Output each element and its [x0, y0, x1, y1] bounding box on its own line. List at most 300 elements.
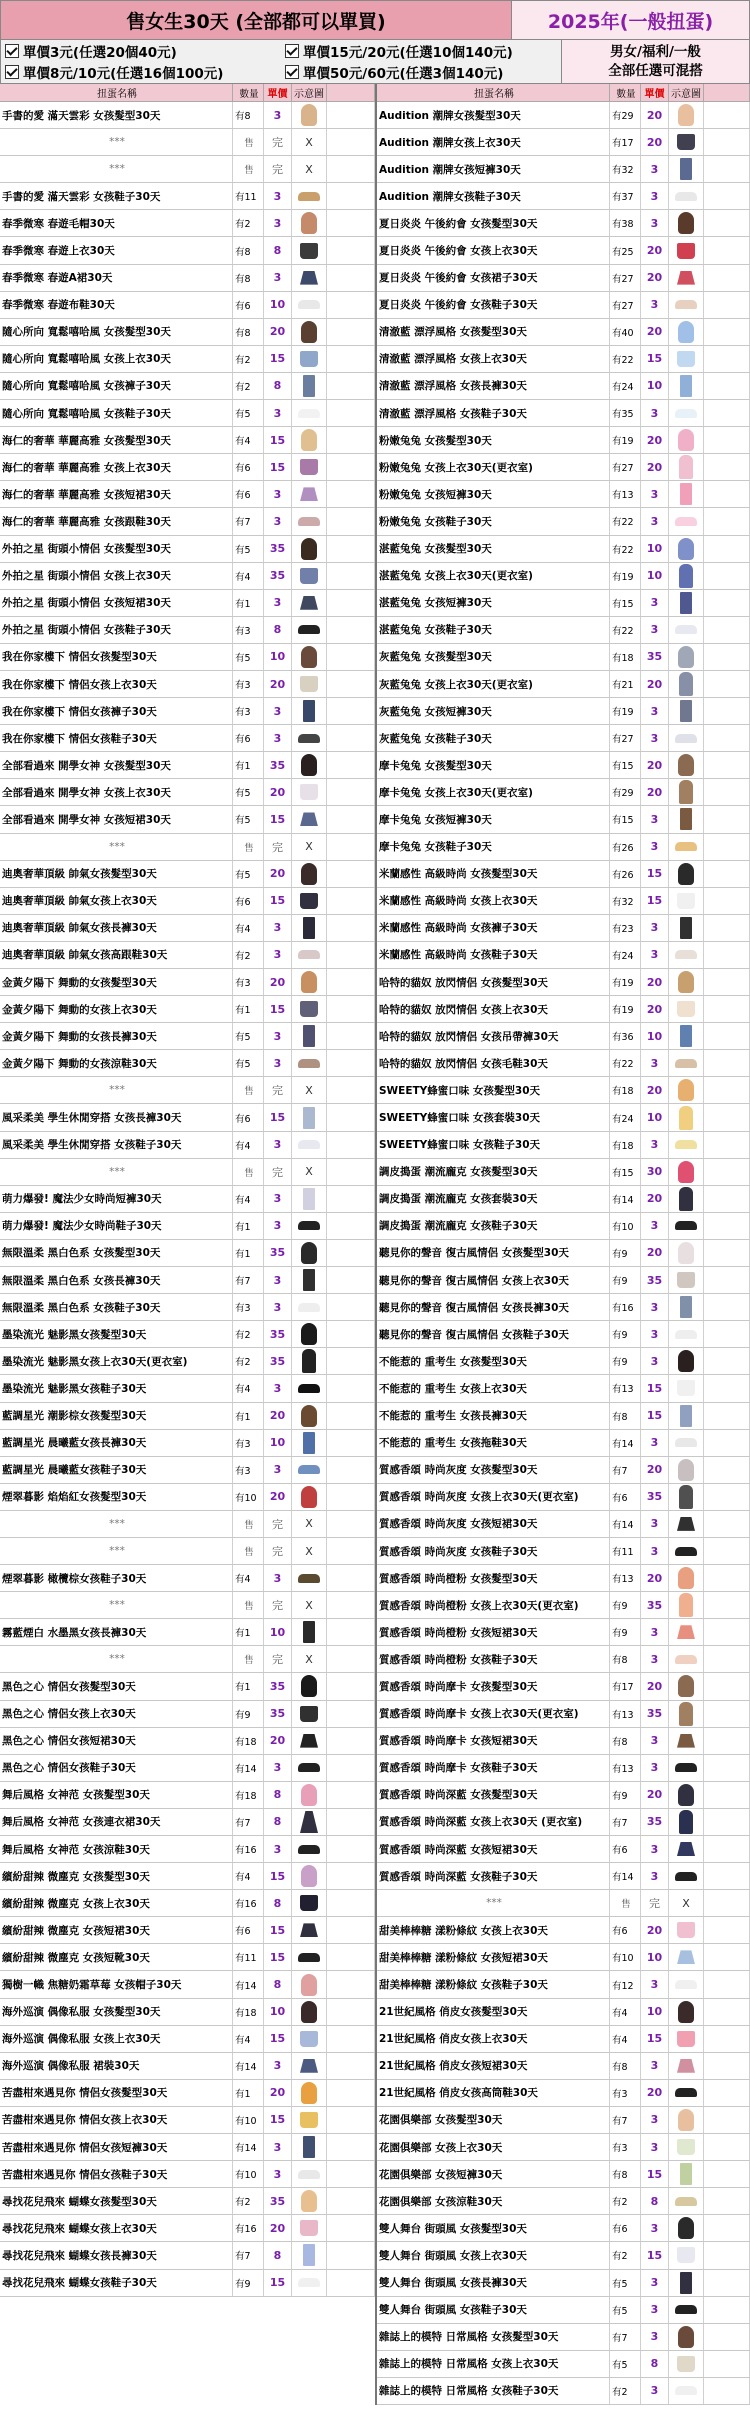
checkbox-icon[interactable]	[5, 44, 19, 58]
table-row[interactable]	[377, 1538, 750, 1565]
table-row[interactable]	[377, 183, 750, 210]
item-price: 15	[264, 888, 292, 914]
item-price: 10	[641, 563, 669, 589]
item-thumbnail	[292, 1430, 327, 1456]
table-row[interactable]	[0, 1944, 375, 1971]
item-name: 無限溫柔 黑白色系 女孩鞋子30天	[0, 1294, 233, 1320]
table-row[interactable]	[377, 129, 750, 156]
table-row[interactable]	[0, 2080, 375, 2107]
table-row[interactable]	[0, 1999, 375, 2026]
row-spacer	[327, 156, 375, 182]
item-name: 霧藍煙白 水墨黑女孩長褲30天	[0, 1619, 233, 1645]
table-row[interactable]	[377, 806, 750, 833]
full-icon	[679, 1187, 693, 1211]
row-spacer	[327, 1457, 375, 1483]
table-row[interactable]	[0, 1484, 375, 1511]
item-thumbnail	[669, 210, 704, 236]
table-row[interactable]	[377, 1457, 750, 1484]
shoes-icon	[298, 950, 320, 959]
item-count: 有4	[233, 1132, 264, 1158]
item-name: 舞后風格 女神范 女孩涼鞋30天	[0, 1836, 233, 1862]
item-price: 35	[264, 563, 292, 589]
top-icon	[677, 1922, 695, 1938]
table-row[interactable]	[0, 400, 375, 427]
item-thumbnail	[669, 834, 704, 860]
hair-icon	[678, 1567, 694, 1589]
table-row[interactable]	[0, 1538, 375, 1565]
table-row[interactable]	[0, 1701, 375, 1728]
table-row[interactable]	[0, 1673, 375, 1700]
row-spacer	[704, 1104, 750, 1130]
table-row[interactable]	[0, 1375, 375, 1402]
table-row[interactable]	[377, 102, 750, 129]
table-row[interactable]	[0, 1159, 375, 1186]
table-row[interactable]	[377, 1159, 750, 1186]
table-row[interactable]	[377, 1999, 750, 2026]
item-name: 萌力爆發! 魔法少女時尚短褲30天	[0, 1186, 233, 1212]
table-row[interactable]	[377, 292, 750, 319]
table-row[interactable]	[0, 346, 375, 373]
full-icon	[679, 1106, 693, 1130]
table-row[interactable]	[0, 319, 375, 346]
table-row[interactable]	[0, 481, 375, 508]
table-row[interactable]	[0, 752, 375, 779]
table-row[interactable]	[0, 1132, 375, 1159]
table-row[interactable]	[377, 1619, 750, 1646]
table-row[interactable]	[377, 1673, 750, 1700]
item-name: Audition 潮牌女孩上衣30天	[377, 129, 610, 155]
item-thumbnail	[292, 346, 327, 372]
table-row[interactable]	[0, 1240, 375, 1267]
price-option-3[interactable]	[1, 62, 281, 84]
shoes-icon	[675, 1655, 697, 1664]
checkbox-icon[interactable]	[285, 65, 299, 79]
item-price: 3	[641, 1213, 669, 1239]
table-row[interactable]	[0, 996, 375, 1023]
item-price: 3	[264, 1213, 292, 1239]
table-row[interactable]	[377, 644, 750, 671]
table-row[interactable]	[377, 2270, 750, 2297]
item-count: 有15	[610, 590, 641, 616]
full-icon	[679, 455, 693, 479]
table-row[interactable]	[377, 1511, 750, 1538]
table-row[interactable]	[0, 1917, 375, 1944]
table-row[interactable]	[377, 373, 750, 400]
table-row[interactable]	[377, 1836, 750, 1863]
table-row[interactable]	[0, 2134, 375, 2161]
shoes-icon	[675, 409, 697, 418]
table-row[interactable]	[377, 1403, 750, 1430]
table-row[interactable]	[0, 671, 375, 698]
table-row[interactable]	[377, 590, 750, 617]
item-thumbnail	[292, 671, 327, 697]
item-count: 有6	[233, 888, 264, 914]
table-row[interactable]	[377, 2351, 750, 2378]
table-row[interactable]	[0, 1321, 375, 1348]
table-row[interactable]	[377, 1890, 750, 1917]
table-row[interactable]	[0, 1565, 375, 1592]
table-row[interactable]	[377, 563, 750, 590]
table-row[interactable]	[377, 400, 750, 427]
row-spacer	[704, 427, 750, 453]
shoes-icon	[298, 517, 320, 526]
item-count: 有1	[233, 2080, 264, 2106]
table-row[interactable]	[377, 1701, 750, 1728]
price-option-2[interactable]	[281, 40, 561, 62]
table-row[interactable]	[377, 1186, 750, 1213]
item-name: 藍調星光 晨曦藍女孩長褲30天	[0, 1430, 233, 1456]
table-row[interactable]	[377, 725, 750, 752]
item-name: 墨染流光 魅影黑女孩鞋子30天	[0, 1375, 233, 1401]
table-row[interactable]	[377, 237, 750, 264]
table-row[interactable]	[377, 1294, 750, 1321]
table-row[interactable]	[377, 2324, 750, 2351]
item-price: 15	[641, 1403, 669, 1429]
table-row[interactable]	[377, 1782, 750, 1809]
table-row[interactable]	[377, 265, 750, 292]
table-row[interactable]	[377, 1430, 750, 1457]
item-price: 3	[641, 1755, 669, 1781]
table-row[interactable]	[0, 156, 375, 183]
table-row[interactable]	[0, 563, 375, 590]
item-thumbnail	[669, 1646, 704, 1672]
price-option-4[interactable]	[281, 62, 561, 84]
item-name: 春季微寒 春遊毛帽30天	[0, 210, 233, 236]
table-row[interactable]	[0, 1213, 375, 1240]
table-row[interactable]	[0, 861, 375, 888]
table-row[interactable]	[377, 779, 750, 806]
table-row[interactable]	[377, 536, 750, 563]
table-row[interactable]	[377, 834, 750, 861]
item-count: 有35	[610, 400, 641, 426]
table-row[interactable]	[0, 617, 375, 644]
table-row[interactable]	[0, 102, 375, 129]
table-row[interactable]	[0, 183, 375, 210]
table-row[interactable]	[0, 536, 375, 563]
table-row[interactable]	[377, 1565, 750, 1592]
item-price: 8	[641, 2188, 669, 2214]
row-spacer	[704, 752, 750, 778]
item-price: 3	[264, 2134, 292, 2160]
table-row[interactable]	[377, 481, 750, 508]
row-spacer	[327, 1104, 375, 1130]
table-row[interactable]	[0, 698, 375, 725]
table-row[interactable]	[0, 454, 375, 481]
table-row[interactable]	[377, 1646, 750, 1673]
table-row[interactable]	[0, 1809, 375, 1836]
item-count: 有14	[233, 1755, 264, 1781]
item-thumbnail	[669, 725, 704, 751]
table-row[interactable]	[377, 1077, 750, 1104]
item-price: 3	[641, 725, 669, 751]
table-row[interactable]	[377, 942, 750, 969]
table-row[interactable]	[377, 1755, 750, 1782]
shoes-icon	[298, 1140, 320, 1149]
item-count: 有27	[610, 725, 641, 751]
item-price: 20	[264, 1728, 292, 1754]
item-count: 有1	[233, 1619, 264, 1645]
table-row[interactable]	[0, 725, 375, 752]
table-row[interactable]	[0, 1836, 375, 1863]
checkbox-icon[interactable]	[5, 65, 19, 79]
pants-icon	[680, 1405, 692, 1427]
table-row[interactable]	[377, 752, 750, 779]
table-row[interactable]	[377, 1971, 750, 1998]
item-count: 有38	[610, 210, 641, 236]
full-icon	[679, 1702, 693, 1726]
table-row[interactable]	[0, 1971, 375, 1998]
price-option-1[interactable]	[1, 40, 281, 62]
hair-icon	[678, 212, 694, 234]
table-row[interactable]	[0, 969, 375, 996]
item-price: 3	[264, 2161, 292, 2187]
table-row[interactable]	[377, 1321, 750, 1348]
table-row[interactable]	[377, 1104, 750, 1131]
item-count: 有18	[233, 1999, 264, 2025]
table-row[interactable]	[377, 2161, 750, 2188]
item-count: 有14	[610, 1430, 641, 1456]
item-thumbnail	[669, 888, 704, 914]
table-row[interactable]	[377, 319, 750, 346]
table-row[interactable]	[0, 888, 375, 915]
table-row[interactable]	[377, 698, 750, 725]
table-row[interactable]	[377, 1023, 750, 1050]
table-row[interactable]	[0, 1104, 375, 1131]
item-price: 15	[264, 806, 292, 832]
item-count: 有23	[610, 915, 641, 941]
item-thumbnail	[669, 1375, 704, 1401]
table-row[interactable]	[377, 1863, 750, 1890]
item-count: 售	[233, 129, 264, 155]
table-row[interactable]	[0, 1457, 375, 1484]
table-row[interactable]	[0, 210, 375, 237]
table-row[interactable]	[377, 1484, 750, 1511]
table-row[interactable]	[0, 2270, 375, 2297]
full-icon	[679, 564, 693, 588]
table-row[interactable]	[0, 644, 375, 671]
table-row[interactable]	[377, 617, 750, 644]
table-row[interactable]	[0, 806, 375, 833]
table-row[interactable]	[377, 2053, 750, 2080]
item-name: 米蘭感性 高級時尚 女孩褲子30天	[377, 915, 610, 941]
item-price: 20	[641, 969, 669, 995]
item-price: 20	[641, 752, 669, 778]
shoes-icon	[675, 842, 697, 851]
table-row[interactable]	[377, 2215, 750, 2242]
item-name: ***	[0, 156, 233, 182]
table-row[interactable]	[0, 1755, 375, 1782]
table-row[interactable]	[0, 1511, 375, 1538]
item-name: 外拍之星 街頭小情侶 女孩短裙30天	[0, 590, 233, 616]
table-row[interactable]	[0, 1050, 375, 1077]
row-spacer	[327, 183, 375, 209]
table-row[interactable]	[0, 779, 375, 806]
top-icon	[300, 243, 318, 259]
item-name: 不能惹的 重考生 女孩上衣30天	[377, 1375, 610, 1401]
table-row[interactable]	[377, 1240, 750, 1267]
col-header-image: 示意圖	[292, 84, 327, 101]
table-row[interactable]	[0, 2026, 375, 2053]
checkbox-icon[interactable]	[285, 44, 299, 58]
item-name: 雜誌上的模特 日常風格 女孩鞋子30天	[377, 2378, 610, 2404]
table-row[interactable]	[377, 1375, 750, 1402]
table-row[interactable]	[377, 346, 750, 373]
sold-out-mark: X	[292, 1077, 327, 1103]
item-price: 20	[641, 102, 669, 128]
item-count: 有8	[610, 2053, 641, 2079]
item-price: 3	[641, 1050, 669, 1076]
item-price: 15	[641, 888, 669, 914]
table-row[interactable]	[0, 2242, 375, 2269]
table-row[interactable]	[377, 2134, 750, 2161]
row-spacer	[704, 861, 750, 887]
table-row[interactable]	[0, 2107, 375, 2134]
skirt-icon	[300, 1734, 318, 1748]
table-row[interactable]	[0, 508, 375, 535]
table-row[interactable]	[377, 1213, 750, 1240]
item-thumbnail	[669, 996, 704, 1022]
row-spacer	[327, 1348, 375, 1374]
table-row[interactable]	[0, 1646, 375, 1673]
item-thumbnail	[292, 1917, 327, 1943]
table-row[interactable]	[0, 1592, 375, 1619]
table-row[interactable]	[0, 2188, 375, 2215]
table-row[interactable]	[377, 1809, 750, 1836]
table-row[interactable]	[0, 2053, 375, 2080]
table-row[interactable]	[377, 1132, 750, 1159]
item-name: 海外巡演 偶像私服 女孩上衣30天	[0, 2026, 233, 2052]
item-name: 苦盡柑來遇見你 情侶女孩上衣30天	[0, 2107, 233, 2133]
table-row[interactable]	[377, 454, 750, 481]
hair-icon	[678, 754, 694, 776]
table-row[interactable]	[377, 915, 750, 942]
item-count: 有2	[610, 2188, 641, 2214]
table-row[interactable]	[377, 2242, 750, 2269]
table-row[interactable]	[0, 834, 375, 861]
item-thumbnail	[292, 1999, 327, 2025]
table-row[interactable]	[377, 1592, 750, 1619]
table-row[interactable]	[0, 1430, 375, 1457]
item-count: 有16	[233, 2215, 264, 2241]
table-row[interactable]	[377, 1944, 750, 1971]
table-row[interactable]	[377, 2378, 750, 2405]
row-spacer	[327, 1999, 375, 2025]
table-row[interactable]	[0, 1023, 375, 1050]
table-row[interactable]	[0, 1863, 375, 1890]
item-count: 有18	[610, 1132, 641, 1158]
item-thumbnail	[669, 1619, 704, 1645]
row-spacer	[327, 1159, 375, 1185]
table-row[interactable]	[0, 590, 375, 617]
table-row[interactable]	[377, 1917, 750, 1944]
item-count: 有9	[610, 1348, 641, 1374]
table-row[interactable]	[377, 1267, 750, 1294]
skirt-icon	[677, 1842, 695, 1856]
table-row[interactable]	[377, 671, 750, 698]
table-row[interactable]	[0, 2215, 375, 2242]
item-price: 3	[641, 2324, 669, 2350]
item-price: 3	[641, 183, 669, 209]
table-row[interactable]	[377, 1050, 750, 1077]
item-thumbnail	[669, 1917, 704, 1943]
table-row[interactable]	[0, 1267, 375, 1294]
sold-out-mark: X	[292, 1646, 327, 1672]
item-count: 有14	[610, 1186, 641, 1212]
table-row[interactable]	[0, 292, 375, 319]
item-price: 15	[641, 861, 669, 887]
table-row[interactable]	[377, 888, 750, 915]
hair-icon	[678, 1784, 694, 1806]
item-count: 有10	[233, 1484, 264, 1510]
table-row[interactable]	[0, 915, 375, 942]
top-icon	[677, 1001, 695, 1017]
item-price: 15	[264, 1917, 292, 1943]
table-row[interactable]	[0, 1728, 375, 1755]
item-count: 有3	[233, 1294, 264, 1320]
row-spacer	[327, 644, 375, 670]
table-row[interactable]	[377, 996, 750, 1023]
table-row[interactable]	[377, 2297, 750, 2324]
table-row[interactable]	[377, 2188, 750, 2215]
item-thumbnail	[669, 2107, 704, 2133]
table-row[interactable]	[0, 1890, 375, 1917]
item-name: 聽見你的聲音 復古風情侶 女孩上衣30天	[377, 1267, 610, 1293]
table-row[interactable]	[0, 942, 375, 969]
shoes-icon	[298, 1059, 320, 1068]
table-row[interactable]	[0, 237, 375, 264]
table-row[interactable]	[0, 1619, 375, 1646]
table-row[interactable]	[0, 1782, 375, 1809]
item-name: ***	[0, 1159, 233, 1185]
table-row[interactable]	[377, 2080, 750, 2107]
table-row[interactable]	[0, 1403, 375, 1430]
item-count: 有1	[233, 1403, 264, 1429]
table-row[interactable]	[377, 1728, 750, 1755]
table-row[interactable]	[377, 508, 750, 535]
table-row[interactable]	[0, 2161, 375, 2188]
table-row[interactable]	[0, 1294, 375, 1321]
table-row[interactable]	[0, 265, 375, 292]
table-row[interactable]	[0, 1348, 375, 1375]
table-row[interactable]	[0, 129, 375, 156]
item-thumbnail	[669, 698, 704, 724]
item-name: 外拍之星 街頭小情侶 女孩鞋子30天	[0, 617, 233, 643]
table-row[interactable]	[377, 861, 750, 888]
row-spacer	[327, 536, 375, 562]
item-name: 黑色之心 情侶女孩鞋子30天	[0, 1755, 233, 1781]
item-name: 煙翠暮影 橄欖棕女孩鞋子30天	[0, 1565, 233, 1591]
table-row[interactable]	[377, 969, 750, 996]
item-count: 有4	[610, 2026, 641, 2052]
table-row[interactable]	[377, 2026, 750, 2053]
table-row[interactable]	[377, 210, 750, 237]
table-row[interactable]	[377, 156, 750, 183]
item-name: 金黃夕陽下 舞動的女孩髮型30天	[0, 969, 233, 995]
table-row[interactable]	[0, 1077, 375, 1104]
item-count: 有17	[610, 1673, 641, 1699]
item-count: 售	[233, 1646, 264, 1672]
row-spacer	[327, 1430, 375, 1456]
header-spacer	[704, 84, 750, 101]
table-row[interactable]	[377, 2107, 750, 2134]
table-row[interactable]	[0, 427, 375, 454]
table-row[interactable]	[0, 1186, 375, 1213]
table-row[interactable]	[0, 373, 375, 400]
item-count: 有24	[610, 1104, 641, 1130]
item-thumbnail	[669, 508, 704, 534]
table-row[interactable]	[377, 1348, 750, 1375]
table-row[interactable]	[377, 427, 750, 454]
